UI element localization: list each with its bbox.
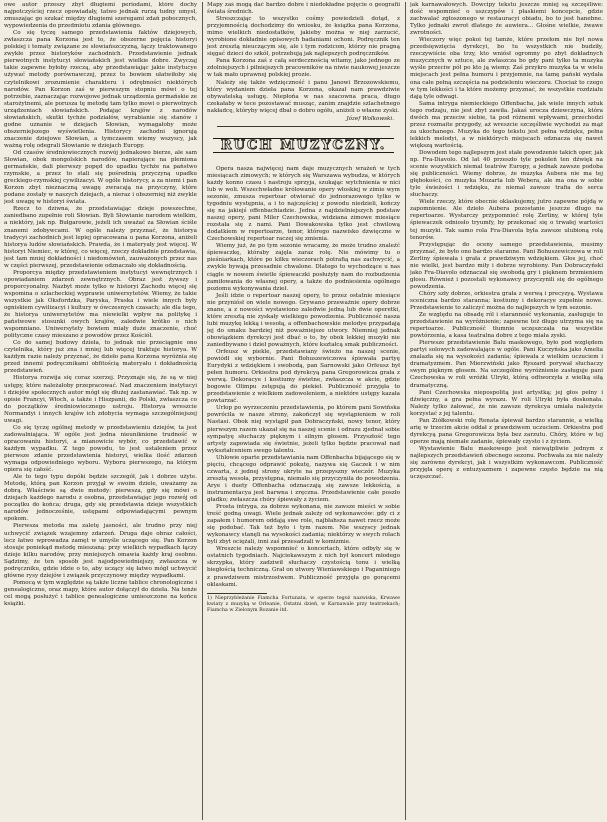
author-signature: Józef Wolkowski. [346, 115, 394, 122]
paragraph: Wystawienie Balu maskowego jest niewątpliwie jednym z najlepszych przedstawień obecnego sezonu. Pochwała za nie należy się zarówno dyrekcyi, jak i wszystkim wykonawcom. Publiczność przyjęła operę z entuzyazmem i zapewne często będzie na nią uczęszczać. [410, 445, 603, 481]
section-masthead [207, 131, 400, 161]
paragraph: Od czasów średniowiecznych rozwój jednakowo bierze, ale sam Słowian, obok mongolskich narodów, napierające na plemiona germańskie, dali pierwszy popęd do upadku tychże na państwo rzymskie, a przez to stali się pośrednią przyczyną upadku greckiego-rzymskiej cywilizacyi. W ogóle historycy, a za niemi i pan Korzon zbyt nieznaczną uwagę zwracają na przyczyny, które podane zostały w naszych dziejach, a nieraz i obszerniej niż zwykle jest uwagę w historyi świata. [4, 149, 197, 206]
paragraph: owe autor przeszy zbyt długiemi periodami, które dochy najpotczyściej rzecz opowiadały, tatwo jednak rurzą tudny umysł, zmuszając go szukać między długiemi szeregami zdań pobocznych, wypowiedzenia do przedmiotu zdania głównego. [4, 2, 197, 30]
paragraph: Przystępując do oceny samego przedstawienia, musimy przyznać, że było ono bardzo staranne. Pani Bohuszewiczowa w roli Zerliny śpiewała i grała z prawdziwym wdziękiem. Głos jej, choć nie wielki, jest bardzo miły i dobrze wyrobiony. Pan Dobraczyński jako Fra-Diavolo odznaczał się swobodą gry i pięknem brzmieniem głosu. Również i pozostali wykonawcy przyczynili się do ogólnego powodzenia. [410, 241, 603, 290]
column-rule [405, 2, 406, 820]
footnote-rule [207, 593, 267, 594]
newspaper-page [4, 2, 603, 820]
paragraph: Rzecz to dziwna, że przedstawiając dzieje powszechne, zaniedbano zupełnie roli Słowian. Byli Słowianie narodem wielkim, a niektóry, jak np. Bułgarowie, jeżeli ich uważać za Słowian ściśle znanemi zdobywcami. W ogóle należy przyznać, że historya tradycyi zachodnich jest lepiej opracowana u pana Korzona, aniżeli historya ludów słowiańskich. Prawda, że i materyały jest więcej. W historyi Niemiec, w której, co więcej, rzeczy dokładnie przedstawia, jest tam mniej dokładności i niedomówień, zauważonych przez nas w części pierwszej, przedstawienie odznaczało się dokładnością. [4, 206, 197, 269]
section-divider [217, 126, 390, 127]
paragraph: Orfeusz w piekle, przedstawiany świeżo na naszej scenie, powiódł się wybornie. Pani Bohuszewiczowa śpiewała partyę Eurydyki z wdziękiem i swobodą, pan Sarnowski jako Orfeusz był pełen humoru. Orkiestra pod dyrekcyą pana Gregorowicza grała z werwą. Dekoracye i kostiumy świetne, zwłaszcza w akcie, gdzie bogowie Olimpu zstępują do piekieł. Publiczność przyjęła to przedstawienie z wielkiem zadowoleniem, a niektóre ustępy kazała powtarzać. [207, 349, 400, 405]
paragraph: Co się tyczę ogólnej metody w przedstawieniu dziejów, ta jest zadowalniająca. W ogóle jest jedna nieuniknione trudność w opracowaniu historyi, a mianowicie wybór, co przedstawić w każdym wypadku. Z tego powodu, to jest ustaleniem przez pierwsze zdanie przedstawienia historyi, wielka ilość zdarzeń wymaga odpowiedniego wyboru. Wyboru pierwszego, na którym opiera się całość. [4, 424, 197, 474]
paragraph: Wreszcie należy wspomnieć o koncertach, które odbyły się w ostatnich tygodniach. Najciekawszym z nich był koncert młodego skrzypka, który zadziwił słuchaczy czystością tonu i wielką biegłością techniczną. Grał on utwory Wieniawskiego i Paganiniego z prawdziwem mistrzostwem. Publiczność przyjęła go gorącemi oklaskami. [207, 546, 400, 588]
paragraph: Pomocą w tym względzie są także liczne tablice chronologiczne i genealogiczne, oraz mapy, które autor dołączył do dzieła. Na tenże cel mogą posłużyć i tablice genealogiczne umieszczone na końcu książki. [4, 579, 197, 607]
paragraph: Co do samej budowy dzieła, to jednak nie przeciągnie ono czytelnika, który już zna i mniej lub więcej traktuje historya. W każdym razie należy przyznać, że dzieło pana Korzona wyróżnia się przed innemi podręcznikami obfitością materyału i dokładnością przedstawień. [4, 340, 197, 375]
paragraph: Jeśli idzie o repertoar naszej opery, to przez ostatnie miesiące nie przyniósł on wiele nowego. Grywano przeważnie opery dobrze znane, a z nowości wystawiono zaledwie jedną lub dwie operetki, które zresztą nie zyskały wielkiego powodzenia. Publiczność nasza lubi muzykę lekką i wesołą, a offenbachowskie melodye przypadają jej do smaku bardziej niż poważniejsze utwory. Niemniej jednak obowiązkiem dyrekcyi jest dbać o to, by obok lekkiej muzyki nie zaniedbywano i dzieł poważnych, które kształcą smak publiczności. [207, 292, 400, 348]
paragraph: Pana Korzona zaś z całą serdecznością witamy, jako jednego ze zdolniejszych i pilniejszych pracowników na niwie naukowej jeszcze w tak mało uprawnej polskiej prozie. [207, 58, 400, 79]
paragraph: Prosta intryga, za dobrze wykonana, nie zawsze mieści w sobie treść godną uwagi. Wiele jednak zależy od wykonawców: gdy ci z zapałem i humorem oddają swe role, najbłahsza nawet rzecz może się podobać. Tak też było i tym razem. Nie wszyscy jednak wykonawcy stanęli na wysokości zadania; niektórzy w swych rolach byli zbyt ociężali, inni zaś przesadzali w komizmie. [207, 504, 400, 546]
paragraph: Ze względu na obsadę ról i staranność wykonania, zasługuje to przedstawienie na wyróżnienie; zapewne też długo utrzyma się na repertoarze. Publiczność tłumnie uczęszczała na wszystkie powtórzenia, a kasa teatralna dobre z tego miała zyski. [410, 312, 603, 340]
paragraph: Pierwsze przedstawienie Balu maskowego, było pod względem partyi solowych zadowalające w ogóle. Pani Kuczyńska jako Amelia znalazła się na wysokości zadania; śpiewała z wielkim uczuciem i dramatyzmem. Pan Mierzwiński jako Ryszard porywał słuchaczy swym pięknym głosem. Na szczególne wyróżnienie zasługuje pani Czechowska w roli wróżki Ulryki, którą odtworzyła z wielką siłą dramatyczną. [410, 340, 603, 389]
footnote: 1) Nieprzybleżanie Fiamcha Fortunata, w operze tegoż nazwiska, Krwawe kwiaty z muzyką w Orleanie, Ostatni dzień, w Karnawale przy teatrzekach; Fiamcha w Zielonym Rozanie itd. [207, 595, 400, 613]
paragraph: Należy się także wdzięczność i panu Janowi Brzozowskiemu, który wydaniem dzieła pana Korzona, okazał nam prawdziwie obywatelską usługę. Niepłońa w nas szacowna praca, długo czekałaby w tece pozostawać musząc, zanim znajdzie szlachetnego nakładcę, któryby więcej dbał o dobro ogółu, aniżeli o własne zyski. [207, 79, 400, 114]
paragraph: Uhlowie oparte przedstawiania nam Offenbacha bijającego się w pięciu, chcącego odprawić pokutę, nazywa się Gaczek i w nim czwarta, z jednej strony ukryte na przepyszny wieczór. Muzyka zresztą wesoła, przystępna, niemało się przyczyniła do powodzenia. Arye i duety Offenbacha odznaczają się zawsze lekkością, a instrumentacya jest barwna i zręczna. Przedstawienie całe poszło gładko; zwłaszcza chóry śpiewały z życiem. [207, 454, 400, 503]
paragraph: Wiemy już, że po tym sezonie wracamy, że może trudno znaleźć śpiewaczkę, któraby zajęła zaraz rolę. Nie mówimy tu o pieśniarkach, które po kilku wieczorach potrafią nas zachwycić, a zwykle bywają przesadnie chwalone. Dlatego to wychodzące u nas ciągle w nowem świetle śpiewaczki posłużyły nam do rozbudzenia zamiłowania do własnej opery, a także do podniesienia ogólnego poziomu wykonywania dzieł. [207, 243, 400, 292]
paragraph: Co się tyczę samego przedstawienia faktów dziejowych, zwłaszcza pana Korzona jest to, że obszerne pojęcia historyi polskiej i tematy związane ze słowiańszczyzną, łączy traktowanego zwykłe przez historyków zachodnich. Przedstawienie jednak pierwotnych instytucyi słowiańskich jest wielkie dobre. Zwyczaj takie zapewne byłoby rzeczą, aby przedstawiając jakie instytucye używać metody porównawczej, przez to bowiem ułatwiłoby się czytelnikowi zrozumienie charakteru i odrębności niektórych narodów. Pan Korzon zaś w pierwszym stopniu mówi o tej potrzebie, zaznaczając rozwojowe jednak urządzenia germańskie ze starożytnemi, ale porusza tę metodę tam tylko mowi o pierwotnych urządzeniach słowiańskich. Podając krajów z narodów słowiańskich, skutki tychże podziałów, wyrabianie się stanów i godne uznanie w dziejach Słowian, wymagałoby może obszerniejszego wyświetlenia. Historycy zachodni ignorują znaczenie dziejowe Słowian, a tymczasem wiemy wszyscy, jak ważną rolę odegrali Słowianie w dziejach Europy. [4, 30, 197, 149]
paragraph: Chóry szły dobrze, orkiestra grała z werwą i precyzyą. Wystawa sceniczna bardzo staranna; kostiumy i dekoracye zupełnie nowe. Przedstawienie to zaliczyć można do najlepszych w tym sezonie. [410, 290, 603, 312]
paragraph: jak karnawałowych. Dowcipy tekstu jeszcze mniej są szczęśliwe: dość wspomnieć o uszczypów i płaskiemi koncepcie, gdzie zachwalać zgłoszonego w restauracyi obiadu, bo to jest hanebne. Tylko jednaki zwrot dlatego że auwiera... Głośne wielkie, żwawe zwrotności. [410, 2, 603, 37]
paragraph: Sama intryga niemieckiego Offenbacha, jak wiele innych sztuk tego rodzaju, nie jest zbyt zawiła. Jakaś urocza dziewczyna, która dwóch ma przeciw siebie, ta pod różnemi wpływami, przechodzi przez rozmaite przygody, aż wreszcie szczęśliwie wychodzi za mąż za ukochanego. Muzyka do tego tekstu jest pełna wdzięku, pełna lekkich melodyi, a w niektórych miejscach odznacza się nawet większą wartością. [410, 100, 603, 149]
paragraph: Mapy zaś mogą dać bardzo dobre i niedokładne pojęcie o geografii świata średnich. [207, 2, 400, 16]
paragraph: Streszczając to wszystko cośmy powiedzieli dotąd, z przyjemnością dochodzimy do wniosku, że książka pana Korzona, mimo wielkich niedostatków, jakieby można w niej zarzucić, wyrobione dokładnie opisowych badaniami ochoni. Podręcznik ten jest zresztą nieuczącym się, ale i tym rodzicom, którzy nie pragną sięgać dzieci do szkół, potrzebują jak najlepszych podręczników. [207, 16, 400, 58]
paragraph: Ale to tego typu dopóki będzie szczegół, jak i dobrze użyte. Metodę, którą pan Korzon przyjął w swoim dziele, uważamy za dobrą. Właściwie są dwie metody: pierwsza, gdy się mówi o dziejach każdego narodu z osobna, przedstawiając jego rozwój od początku do końca; druga, gdy się przedstawia dzieje wszystkich narodów jednocześnie, ustępami odpowiadającymi pewnym epokom. [4, 474, 197, 523]
section-title: RUCH MUZYCZNY. [213, 138, 394, 153]
paragraph: Historya rozwija się coraz szerzej. Przyznaje się, że są w niej ustępy, które należałoby przepracować. Nad znaczeniem instytucyi i dziejów społecznych autor mógł się dłużej zastanawiać. Tak np. w opisie Francyi, Włoch, a także i Hiszpanii, do Polski, zwłaszcza co do początków średniowiecznego ustroju. Historya wreszcie Normandyi i innych krajów ich zdobycia wymaga szczególniejszej uwagi. [4, 375, 197, 424]
column-rule [202, 2, 203, 820]
paragraph: Wiele rzeczy, które obecnie oklaskujemy, jutro zapewne pójdą w zapomnienie. Ale dzieło Aubera pozostanie jeszcze długo na repertoarze. Wystarczy przypomnieć rolę Zerliny, w której tyle śpiewaczek odniosło tryumfy, by przekonać się o trwałej wartości tej muzyki. Tak samo rola Fra-Diavola była zawsze ulubioną rolą tenorów. [410, 199, 603, 241]
column-left [4, 2, 197, 820]
paragraph: Dowodem tego najlepszym jest stałe powodzenie takich oper, jak np. Fra-Diavolo. Od lat 40 przeszło tyle pokoleń ten dźwięk na scenie wszystkich niemal teatrów Europy, a jednak zawsze podoba się publiczności. Wiemy dobrze, że muzyka Aubera nie ma tej głębokości, co muzyka Mozarta lub Webera, ale ma ona w sobie tyle świeżości i wdzięku, że niemal zawsze trafia do serca słuchaczy. [410, 149, 603, 199]
paragraph: Pierwsza metoda ma zaletę jasności, ale trudno przy niej uchwycić związek wzajemny zdarzeń. Druga daje obraz całości, lecz łatwo wprowadza zamęt w umyśle uczącego się. Pan Korzon stosuje poniekąd metodę mieszaną: przy wielkich wypadkach łączy dzieje kilku narodów, przy mniejszych omawia każdy kraj osobno. Sądzimy, że ten sposób jest najodpowiedniejszy, zwłaszcza w podręczniku, gdzie idzie o to, aby uczący się łatwo mógł uchwycić główne rysy dziejów i związek przyczynowy między wypadkami. [4, 523, 197, 579]
paragraph: Urlop po wyrzeczeniu przedstawienia, po którem pani Sowińska powróciła w nasze strony, zakończył się wystąpieniem w roli Nastasi. Obok niej wystąpił pan Dobraczyński, nowy tenor, który pierwszym razem ukazał się na naszej scenie i odrazu zjednał sobie sympatyę słuchaczy pięknym i silnym głosem. Przyszłość tego artysty zapowiada się świetnie, jeżeli tylko będzie pracował nad wykształceniem swego talentu. [207, 405, 400, 454]
paragraph: Pani Czechowska niepospolitą jest artystką; jej głos pełny i dźwięczny, a gra pełna wyrazu. W roli Ulryki była doskonała. Należy tylko żałować, że nie zawsze dyrekcya umiała należycie korzystać z jej talentu. [410, 389, 603, 417]
paragraph: Opera nasza najwięcej nam daje muzycznych wrażeń w tych miesiącach zimowych; w których się Warszawa wybudza, w których każdy konno czasu i nastroju sprzyja, szukając wytchnienia w nici lub w woli. Wszechwładne królowanie opery włoskiej w zimie wym sezonie, zmusza repertoar otwierać do jednorazowego tylko w tygodniu występnia, a i to najczęściej z powodu niedzieli, kończy się na jakiejś offenbachiadzie. Jedna z najdzielniejszych podstaw naszej opery, pani Miler Czechowska, widziana zimowe miesiące rozstała się z nami. Pani Dowakowska tylko jest chwilową dodatkiem w repertoarze, tenor, którego nazwisko dzwięczne w Czechowskiej repertoar raczej się zmienia. [207, 165, 400, 243]
column-right [410, 2, 603, 820]
paragraph: Wieczory więc pokoi tej tamże, które przełom nie był nowa przedsięwzięcia dyrekcyi, bo tu wszystkich nie budziły, rzeczywiście oba trzy, kto wniósł ogromny po zbyt dokładnych muzycznych w sztuce, ale zwłaszcza bo gdy pani tylko ta muzyka wyśle przeciw pół po kto ją wiemy. Zaś przykro muzyka ta w wielu miejscach jest pełna humoru i przyjemnie, na tamę pański wydała ona całe pełną szczęścia na podzieleniu wieczoru. Chociaż to czego w tym lekkości i ta które możemy przyznać, że wszystkie rozdziału dają tyle odwagi. [410, 37, 603, 100]
paragraph: Pan Ziółkowski rolę Renata śpiewał bardzo starannie, a wielką arię w trzecim akcie oddał z prawdziwem uczuciem. Orkiestra pod dyrekcyą pana Gregorowicza była bez zarzutu. Chóry, które w tej operze mają niemałe zadanie, śpiewały czysto i z życiem. [410, 417, 603, 445]
column-middle [207, 2, 400, 820]
paragraph: Proporcya między przedstawieniem instytucyi wewnętrznych i opowiadaniem zdarzeń zewnętrznych. Obraz jest żywszy i proporcyonalny. Nazbyt może tylko w historyi Zachodu więcej się wspomina o szlacheckiej wyprawie uniwersytetów. Wiemy, że takie wszystkie jak Oksfordzka, Paryska, Praska i wiele innych były ogniskiem cywilizacyi i kultury w ówczesnych czasach; ale dla tego, że historya uniwersytetów ma niewielki wpływ na politykę i państwowe stosunki owych krajów, zaledwie krótko o nich wspomniano. Uniwersytety bowiem miały duże znaczenie, choć polityczne czasy mieszano z powodów przez Kościół. [4, 269, 197, 340]
